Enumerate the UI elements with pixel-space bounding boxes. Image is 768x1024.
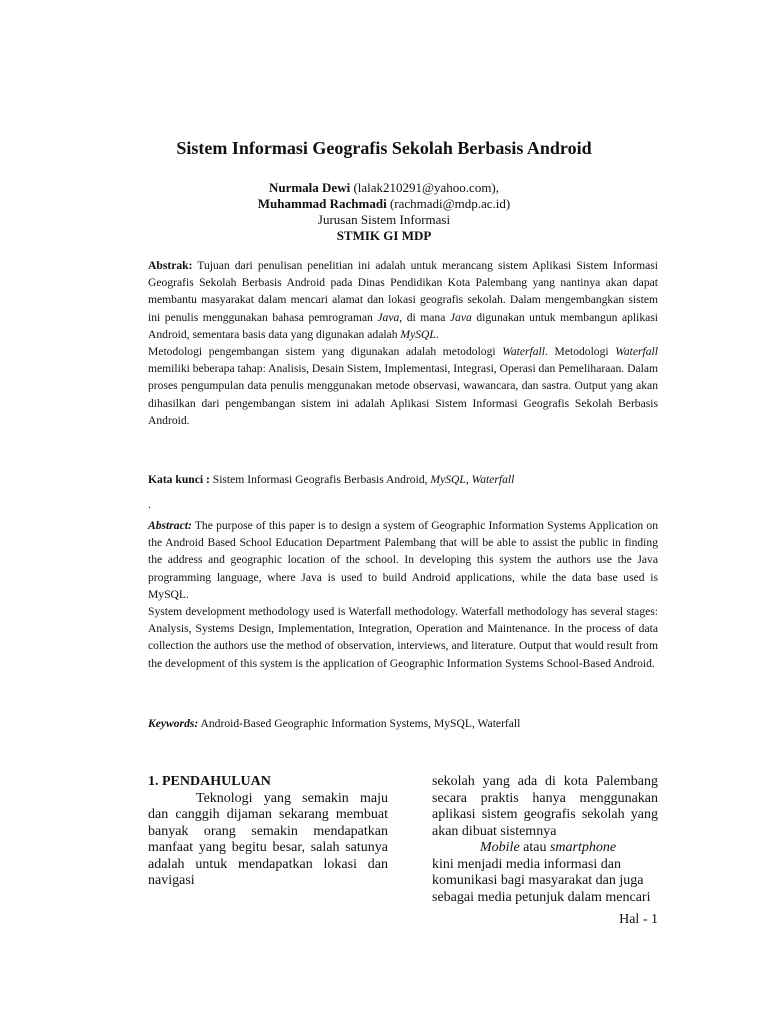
abstract-label: Abstract:: [148, 519, 192, 532]
right-column-paragraph-2: [432, 840, 658, 857]
author-1: [0, 180, 768, 196]
right-column-paragraph-3: kini menjadi media informasi dan komunikasi bagi masyarakat dan juga sebagai media petunjuk dalam mencari: [432, 856, 651, 905]
abstrak-text: memiliki beberapa tahap: Analisis, Desain Sistem, Implementasi, Integrasi, Operasi dan Pemeliharaan. Dalam proses pengumpulan data penulis menggunakan metode observasi, wawancara, dan sastra. Output yang akan dihasilkan dari pengembangan sistem ini adalah Aplikasi Sistem Informasi Geografis Sekolah Berbasis Android.: [148, 362, 658, 427]
abstrak-text: Tujuan dari penulisan penelitian ini adalah untuk merancang sistem Aplikasi Sistem Informasi Geografis Sekolah Berbasis Android pada Dinas Pendidikan Kota Palembang yang nantinya akan dapat membantu masyarakat dalam mencari alamat dan lokasi geografis sekolah. Dalam mengembangkan sistem ini penulis menggunakan bahasa pemrograman: [148, 259, 658, 324]
abstrak-text: , di mana: [399, 310, 450, 324]
abstract-section: [148, 517, 658, 672]
department: Jurusan Sistem Informasi: [317, 212, 451, 227]
kata-kunci-line: [148, 471, 658, 488]
author-1-email: (lalak210291@yahoo.com),: [350, 180, 500, 195]
abstrak-section: [148, 257, 658, 429]
paper-title: Sistem Informasi Geografis Sekolah Berbasis Android: [176, 138, 592, 158]
kata-kunci-section: [148, 471, 658, 488]
abstrak-label: Abstrak:: [148, 259, 193, 272]
abstract-paragraph-2: System development methodology used is Waterfall methodology. Waterfall methodology has several stages: Analysis, Systems Design, Implementation, Integration, Operation and Maintenance. In the process of data collection the authors use the method of observation, interviews, and literature. Output that would result from the development of this system is the application of Geographic Information Systems School-Based Android.: [148, 605, 658, 670]
keywords-text: Android-Based Geographic Information Systems, MySQL, Waterfall: [198, 717, 521, 730]
abstrak-term: Java: [449, 310, 472, 324]
left-column-paragraph: Teknologi yang semakin maju dan canggih dijaman sekarang membuat banyak orang semakin mendapatkan manfaat yang begitu besar, salah satunya adalah untuk mendapatkan lokasi dan navigasi: [148, 790, 388, 888]
kata-kunci-text: ,: [465, 473, 472, 486]
kata-kunci-term: MySQL: [430, 473, 466, 486]
abstrak-term: Waterfall: [615, 345, 658, 359]
keywords-label: Keywords:: [148, 717, 199, 730]
abstrak-term: Java: [377, 310, 400, 324]
keywords-section: [148, 715, 658, 732]
separator-dot: .: [148, 498, 151, 511]
kata-kunci-label: Kata kunci :: [148, 473, 210, 486]
abstrak-term: MySQL: [400, 327, 436, 341]
kata-kunci-text: Sistem Informasi Geografis Berbasis Android,: [209, 473, 431, 486]
author-1-name: Nurmala Dewi: [268, 180, 351, 195]
institution: [0, 228, 768, 244]
right-column: [432, 774, 658, 906]
author-2: [0, 196, 768, 212]
abstract-text: The purpose of this paper is to design a system of Geographic Information Systems Application on the Android Based School Education Department Palembang that will be able to assist the public in finding the address and geographic location of the school. In developing this system the authors use the Java programming language, where Java is used to build Android applications, while the data base used is MySQL.: [148, 519, 658, 601]
abstrak-paragraph-2: [148, 343, 658, 429]
page-number: Hal - 1: [619, 912, 658, 927]
abstrak-text: Metodologi pengembangan sistem yang digunakan adalah metodologi: [148, 345, 503, 359]
abstrak-text: .: [435, 327, 439, 341]
right-column-text: atau: [519, 840, 550, 855]
abstrak-term: Waterfall: [502, 345, 545, 359]
author-2-email: (rachmadi@mdp.ac.id): [386, 196, 511, 211]
left-column: [148, 774, 388, 890]
abstrak-text: . Metodologi: [544, 345, 616, 359]
right-column-paragraph-1: sekolah yang ada di kota Palembang secara praktis hanya menggunakan aplikasi sistem geografis sekolah yang akan dibuat sistemnya: [432, 774, 658, 839]
author-2-name: Muhammad Rachmadi: [257, 196, 387, 211]
author-block: [0, 180, 768, 244]
section-heading: 1. PENDAHULUAN: [148, 774, 271, 789]
keywords-line: [148, 715, 658, 732]
institution-name: STMIK GI MDP: [336, 228, 432, 243]
right-column-term: smartphone: [549, 840, 617, 855]
abstrak-text: digunakan untuk membangun aplikasi Android, sementara basis data yang digunakan adalah: [148, 310, 659, 341]
kata-kunci-term: Waterfall: [471, 473, 515, 486]
abstract-paragraph-1: [148, 517, 658, 603]
abstrak-paragraph-1: [148, 257, 658, 343]
right-column-term: Mobile: [480, 840, 520, 855]
